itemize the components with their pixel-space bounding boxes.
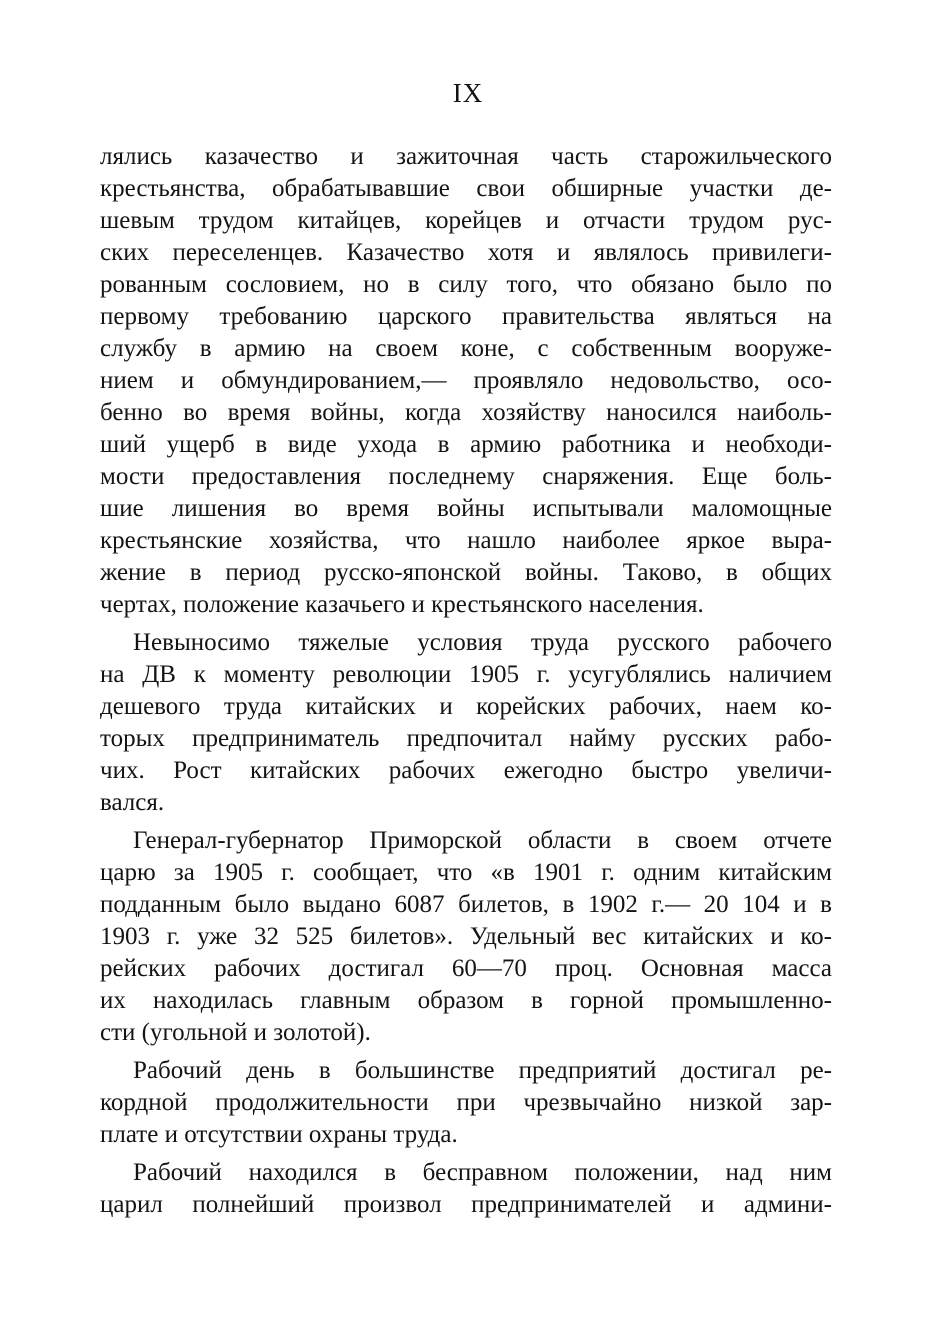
text-line: чих. Рост китайских рабочих ежегодно быстро увеличи- xyxy=(100,757,832,784)
text-line: торых предприниматель предпочитал найму русских рабо- xyxy=(100,725,832,752)
text-line: Рабочий находился в бесправном положении, над ним xyxy=(133,1159,832,1186)
text-line: лялись казачество и зажиточная часть старожильческого xyxy=(100,143,832,170)
text-line: рованным сословием, но в силу того, что обязано было по xyxy=(100,271,832,298)
text-line: царил полнейший произвол предпринимателей и админи- xyxy=(100,1191,832,1218)
text-line: царю за 1905 г. сообщает, что «в 1901 г. одним китайским xyxy=(100,859,832,886)
text-line: на ДВ к моменту революции 1905 г. усугублялись наличием xyxy=(100,661,832,688)
text-line: шевым трудом китайцев, корейцев и отчасти трудом рус- xyxy=(100,207,832,234)
body-text xyxy=(100,141,832,1227)
paragraph xyxy=(100,141,832,621)
text-line: бенно во время войны, когда хозяйству наносился наиболь- xyxy=(100,399,832,426)
paragraph xyxy=(100,627,832,819)
paragraph xyxy=(100,825,832,1049)
text-line: первому требованию царского правительства являться на xyxy=(100,303,832,330)
text-line: Генерал-губернатор Приморской области в своем отчете xyxy=(133,827,832,854)
text-line: жение в период русско-японской войны. Таково, в общих xyxy=(100,559,832,586)
text-line: крестьянства, обрабатывавшие свои обширные участки де- xyxy=(100,175,832,202)
text-line: кордной продолжительности при чрезвычайно низкой зар- xyxy=(100,1089,832,1116)
text-line: их находилась главным образом в горной промышленно- xyxy=(100,987,832,1014)
text-line: Рабочий день в большинстве предприятий достигал ре- xyxy=(133,1057,832,1084)
text-line: рейских рабочих достигал 60—70 проц. Основная масса xyxy=(100,955,832,982)
paragraph xyxy=(100,1055,832,1151)
text-line: крестьянские хозяйства, что нашло наиболее яркое выра- xyxy=(100,527,832,554)
text-line: шие лишения во время войны испытывали маломощные xyxy=(100,495,832,522)
text-line: ший ущерб в виде ухода в армию работника и необходи- xyxy=(100,431,832,458)
paragraph xyxy=(100,1157,832,1221)
text-line: службу в армию на своем коне, с собственным вооруже- xyxy=(100,335,832,362)
text-line: плате и отсутствии охраны труда. xyxy=(100,1121,458,1148)
text-line: чертах, положение казачьего и крестьянского населения. xyxy=(100,591,704,618)
text-line: вался. xyxy=(100,789,165,816)
text-line: дешевого труда китайских и корейских рабочих, наем ко- xyxy=(100,693,832,720)
text-line: мости предоставления последнему снаряжения. Еще боль- xyxy=(100,463,832,490)
text-line: нием и обмундированием,— проявляло недовольство, осо- xyxy=(100,367,832,394)
text-line: Невыносимо тяжелые условия труда русского рабочего xyxy=(133,629,832,656)
page-number: IX xyxy=(452,78,484,108)
text-line: сти (угольной и золотой). xyxy=(100,1019,371,1046)
text-line: подданным было выдано 6087 билетов, в 1902 г.— 20 104 и в xyxy=(100,891,832,918)
text-line: ских переселенцев. Казачество хотя и являлось привилеги- xyxy=(100,239,832,266)
text-line: 1903 г. уже 32 525 билетов». Удельный вес китайских и ко- xyxy=(100,923,832,950)
